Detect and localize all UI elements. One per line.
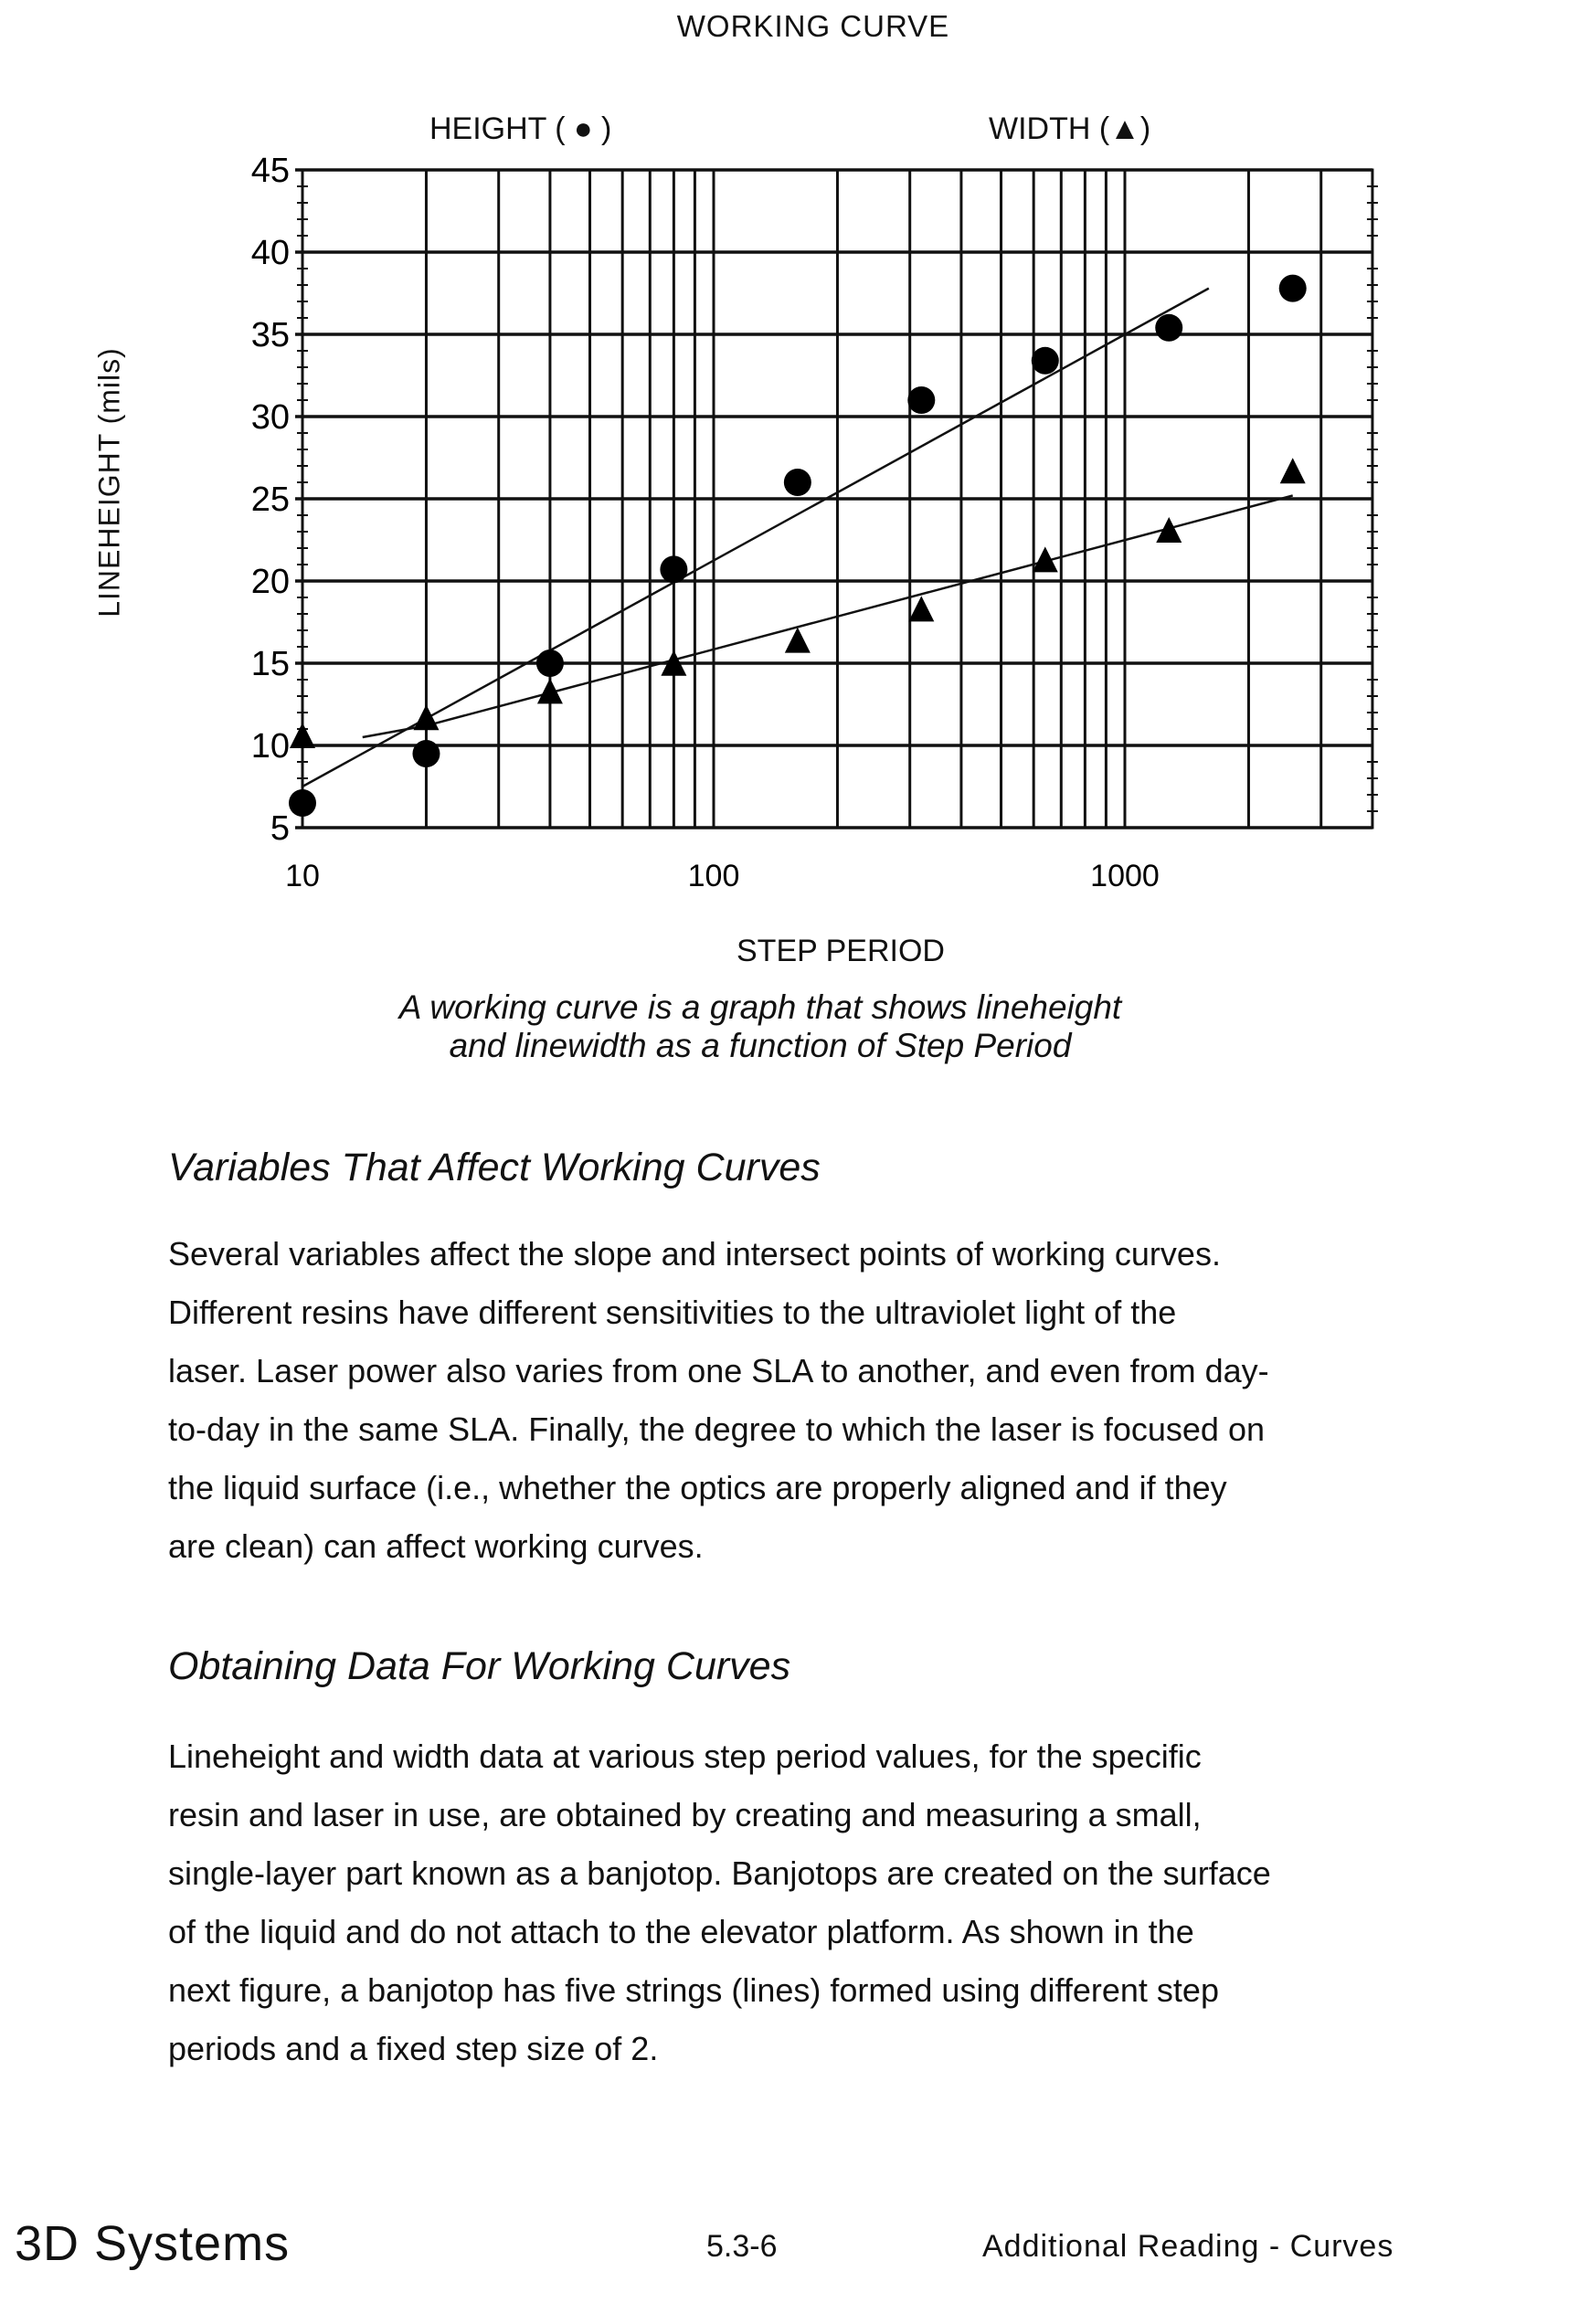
paragraph-line: are clean) can affect working curves. <box>168 1527 704 1566</box>
height-data-point <box>1032 347 1059 375</box>
height-data-point <box>536 650 564 677</box>
height-data-point <box>660 555 687 583</box>
paragraph-line: laser. Laser power also varies from one SLA to another, and even from day- <box>168 1352 1269 1390</box>
paragraph-line: the liquid surface (i.e., whether the optics are properly aligned and if they <box>168 1469 1227 1507</box>
paragraph-line: periods and a fixed step size of 2. <box>168 2030 658 2068</box>
height-data-point <box>289 789 316 817</box>
paragraph-line: Lineheight and width data at various step period values, for the specific <box>168 1738 1202 1776</box>
width-data-point <box>785 628 811 653</box>
y-tick-label: 40 <box>251 234 290 272</box>
width-data-point <box>1280 458 1306 483</box>
height-data-point <box>1279 275 1307 302</box>
footer-company: 3D Systems <box>15 2215 290 2272</box>
paragraph-line: Different resins have different sensitivities to the ultraviolet light of the <box>168 1294 1176 1332</box>
working-curve-chart <box>0 0 1579 914</box>
paragraph-line: to-day in the same SLA. Finally, the degree to which the laser is focused on <box>168 1410 1265 1449</box>
legend-width: WIDTH (▲) <box>989 111 1150 147</box>
caption-line: and linewidth as a function of Step Period <box>0 1027 1521 1065</box>
height-data-point <box>412 740 440 767</box>
height-data-point <box>1155 314 1182 342</box>
y-tick-label: 30 <box>251 398 290 437</box>
y-tick-label: 45 <box>251 152 290 190</box>
y-tick-label: 10 <box>251 727 290 766</box>
chart-title: WORKING CURVE <box>0 9 1579 44</box>
paragraph-line: next figure, a banjotop has five strings (lines) formed using different step <box>168 1971 1219 2010</box>
x-tick-label: 100 <box>688 859 740 893</box>
width-data-point <box>290 723 315 748</box>
y-axis-label: LINEHEIGHT (mils) <box>93 347 127 618</box>
footer-section: Additional Reading - Curves <box>982 2229 1394 2265</box>
y-tick-label: 20 <box>251 563 290 601</box>
section-heading: Variables That Affect Working Curves <box>168 1146 821 1190</box>
section-heading: Obtaining Data For Working Curves <box>168 1644 790 1689</box>
paragraph-line: single-layer part known as a banjotop. Banjotops are created on the surface <box>168 1854 1271 1893</box>
height-fit-line <box>302 289 1209 787</box>
x-tick-label: 10 <box>285 859 320 893</box>
y-tick-label: 35 <box>251 316 290 354</box>
height-data-point <box>907 386 935 414</box>
paragraph-line: of the liquid and do not attach to the elevator platform. As shown in the <box>168 1913 1194 1951</box>
y-tick-label: 15 <box>251 645 290 683</box>
y-tick-label: 25 <box>251 481 290 519</box>
height-data-point <box>784 469 811 496</box>
legend-height: HEIGHT ( ● ) <box>429 111 611 147</box>
paragraph-line: Several variables affect the slope and intersect points of working curves. <box>168 1235 1221 1273</box>
y-tick-label: 5 <box>270 809 290 848</box>
width-data-point <box>413 704 439 730</box>
caption-line: A working curve is a graph that shows lineheight <box>0 988 1521 1027</box>
x-axis-label: STEP PERIOD <box>0 934 1579 969</box>
footer-page-number: 5.3-6 <box>706 2229 778 2265</box>
width-fit-line <box>363 495 1293 737</box>
x-tick-label: 1000 <box>1090 859 1160 893</box>
width-data-point <box>908 596 934 621</box>
paragraph-line: resin and laser in use, are obtained by creating and measuring a small, <box>168 1796 1202 1834</box>
